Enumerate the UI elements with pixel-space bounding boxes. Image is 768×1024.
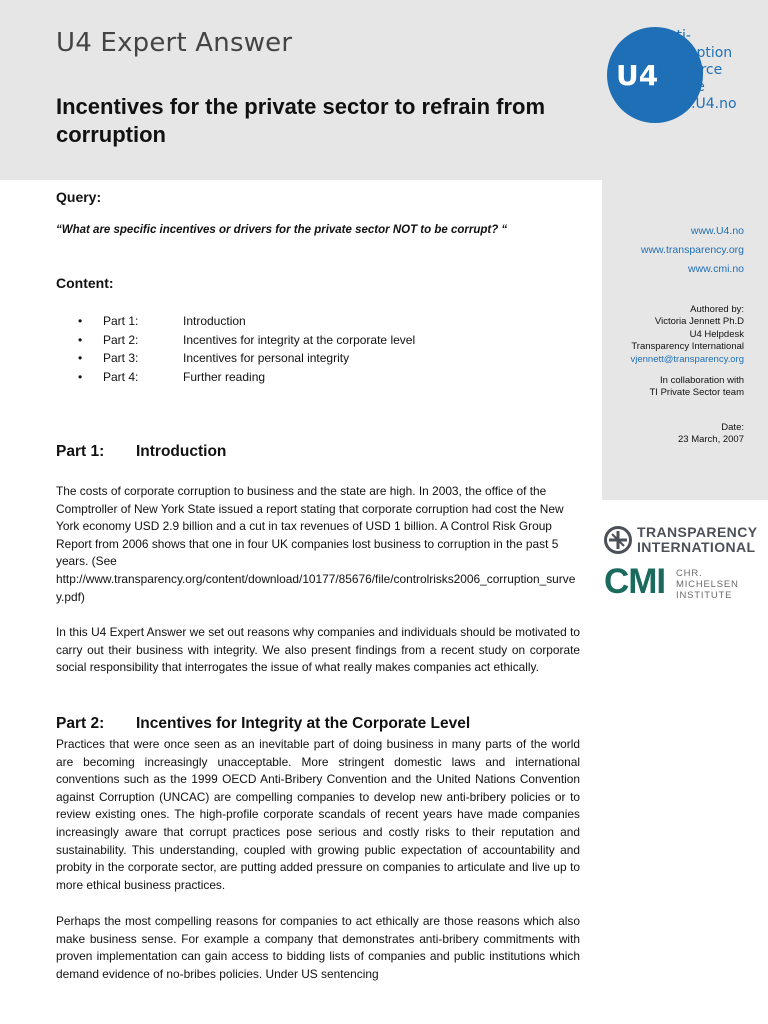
part1-title: Introduction	[136, 443, 227, 460]
sidebar-links	[641, 222, 744, 279]
authored-label: Authored by:	[690, 304, 744, 315]
cmi-logo-line: MICHELSEN	[676, 579, 739, 590]
date-value: 23 March, 2007	[677, 434, 744, 446]
date-label: Date:	[721, 422, 744, 433]
series-title: U4 Expert Answer	[56, 28, 293, 58]
part1-number: Part 1:	[56, 443, 105, 460]
content-heading: Content:	[56, 275, 114, 291]
author-email-link[interactable]: vjennett@transparency.org	[630, 353, 744, 365]
document-title: Incentives for the private sector to refrain from corruption	[56, 94, 546, 147]
query-text: “What are specific incentives or drivers for the private sector NOT to be corrupt? “	[56, 224, 508, 236]
u4-logo	[607, 27, 767, 127]
u4-logo-line: Anti-	[658, 28, 691, 44]
u4-logo-line: Resource	[658, 62, 723, 78]
toc-part: Part 3:	[103, 351, 139, 366]
collaboration-block	[649, 375, 744, 400]
link-cmi[interactable]: www.cmi.no	[687, 263, 744, 275]
cmi-logo	[604, 562, 754, 606]
part1-paragraph-1: The costs of corporate corruption to business and the state are high. In 2003, the office of the Comptroller of New York State issued a report stating that corporate corruption had cost the New York economy USD 2.9 billion and a cut in tax revenues of USD 1 billion. A Control Risk Group Report from 2006 shows that one in four UK companies lost business to corruption in the past 5 years. (See http://www.transparency.org/content/download/10177/85676/file/controlrisks2006_corruption_survey.pdf)	[56, 484, 576, 604]
bullet: •	[78, 370, 83, 385]
query-heading: Query:	[56, 189, 102, 205]
toc-desc: Further reading	[183, 370, 266, 385]
cmi-logo-text	[676, 568, 739, 601]
u4-logo-text	[658, 28, 737, 113]
u4-logo-url: www.U4.no	[658, 96, 737, 112]
part2-title: Incentives for Integrity at the Corporate Level	[136, 715, 471, 732]
part1-heading	[56, 443, 226, 461]
toc-desc: Introduction	[183, 314, 246, 328]
link-u4[interactable]: www.U4.no	[690, 225, 744, 237]
header-band	[0, 0, 768, 180]
toc-part: Part 1:	[103, 314, 139, 328]
toc-part: Part 2:	[103, 332, 139, 347]
part2-heading	[56, 715, 470, 733]
part2-number: Part 2:	[56, 715, 105, 732]
author-org: U4 Helpdesk	[689, 328, 744, 340]
cmi-logo-mark: CMI	[604, 562, 666, 601]
ti-logo-line: INTERNATIONAL	[637, 539, 756, 555]
ti-logo-line: TRANSPARENCY	[637, 524, 758, 540]
toc-desc: Incentives for integrity at the corporate level	[183, 332, 416, 347]
transparency-international-logo	[604, 524, 758, 558]
date-block	[678, 422, 744, 447]
u4-logo-line: Corruption	[658, 45, 733, 61]
author-name: Victoria Jennett Ph.D	[654, 316, 744, 328]
u4-logo-line: Centre	[658, 79, 705, 95]
ti-globe-icon	[604, 526, 632, 554]
ti-logo-text	[637, 525, 757, 555]
bullet: •	[78, 314, 83, 328]
cmi-logo-line: INSTITUTE	[676, 590, 733, 601]
author-block	[631, 304, 745, 366]
u4-logo-mark: U4	[616, 59, 659, 92]
author-org: Transparency International	[631, 341, 744, 353]
cmi-logo-line: CHR.	[676, 568, 703, 579]
collab-line: In collaboration with	[660, 375, 744, 386]
part1-paragraph-2: In this U4 Expert Answer we set out reasons why companies and individuals should be motivated to carry out their business with integrity. We also present findings from a recent study on corporate social responsibility that interrogates the issue of what really makes companies act ethically.	[56, 625, 580, 675]
link-transparency[interactable]: www.transparency.org	[640, 244, 744, 256]
collab-line: TI Private Sector team	[649, 387, 744, 399]
part2-paragraph-2: Perhaps the most compelling reasons for companies to act ethically are those reasons which also make business sense. For example a company that demonstrates anti-bribery commitments with proven implementation can gain access to bidding lists of companies and public institutions which demand evidence of no-bribes policies. Under US sentencing	[56, 914, 580, 981]
sidebar	[602, 180, 768, 500]
part2-paragraph-1: Practices that were once seen as an inevitable part of doing business in many parts of the world are becoming increasingly unacceptable. More stringent domestic laws and international conventions such as the 1999 OECD Anti-Bribery Convention and the United Nations Convention against Corruption (UNCAC) are compelling companies to develop new anti-bribery policies or to review existing ones. The high-profile corporate scandals of recent years have made companies increasingly aware that corrupt practices pose serious and costly risks to their reputation and sustainability. This understanding, coupled with growing public expectation of accountability and probity in the corporate sector, are putting added pressure on companies to articulate and live up to more ethical business practices.	[56, 737, 580, 892]
bullet: •	[78, 351, 83, 366]
toc-desc: Incentives for personal integrity	[183, 351, 350, 366]
bullet: •	[78, 332, 83, 347]
toc-part: Part 4:	[103, 370, 139, 385]
